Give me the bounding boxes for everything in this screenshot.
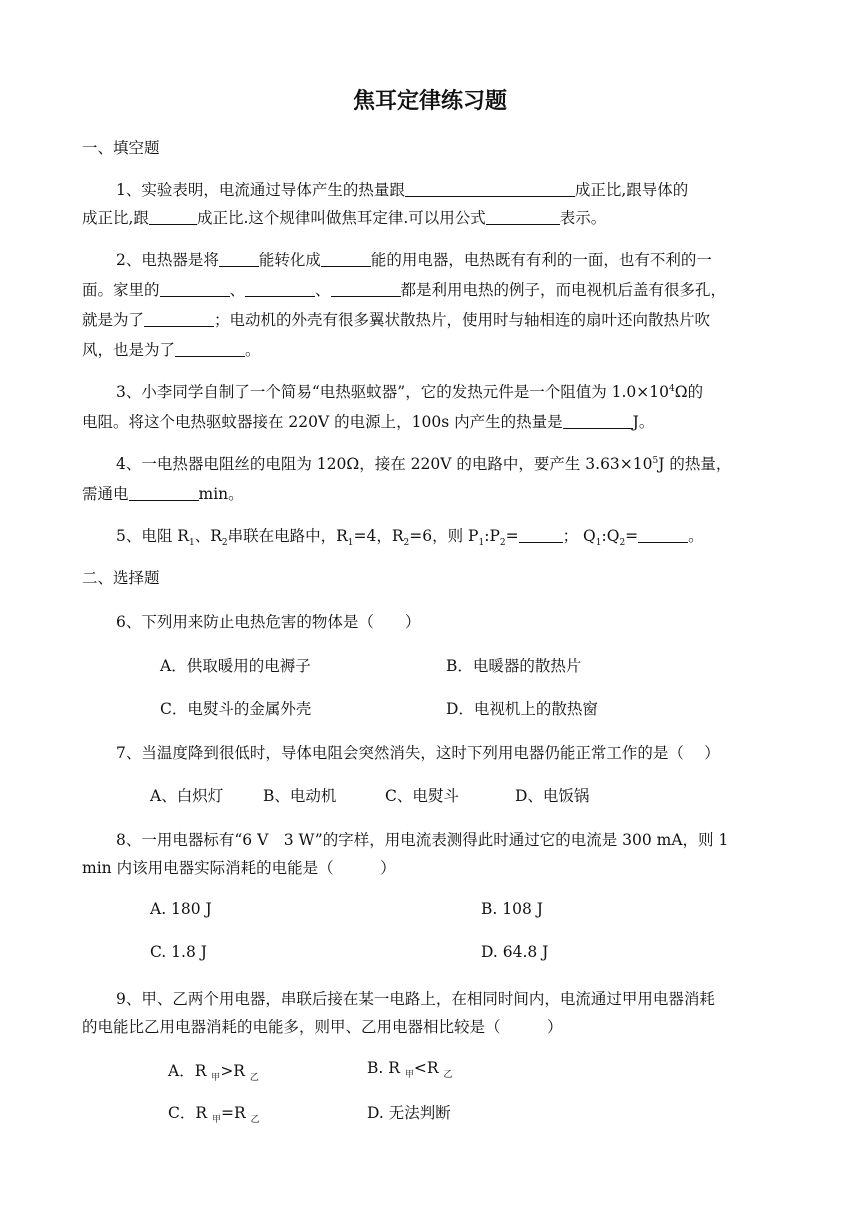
section-fill-blank: 一、填空题	[82, 139, 160, 157]
question-8-stem-line-2: min 内该用电器实际消耗的电能是（ ）	[82, 859, 396, 877]
q6-option-d: D．电视机上的散热窗	[446, 700, 598, 718]
q7-option-b: B、电动机	[263, 787, 337, 805]
question-2-line-2: 面。家里的 、 、 都是利用电热的例子，而电视机后盖有很多孔，	[82, 281, 727, 299]
question-8-stem-line-1: 8、一用电器标有“6 V 3 W”的字样，用电流表测得此时通过它的电流是 300 mA，则 1	[116, 831, 729, 849]
question-2-line-3: 就是为了 ；电动机的外壳有很多翼状散热片，使用时与轴相连的扇叶还向散热片吹	[82, 311, 711, 329]
q8-option-a: A. 180 J	[150, 900, 212, 918]
blank	[405, 181, 575, 198]
q7-option-a: A、白炽灯	[150, 787, 224, 805]
q9-option-d: D. 无法判断	[367, 1104, 451, 1122]
question-4-line-1: 4、一电热器电阻丝的电阻为 120Ω，接在 220V 的电路中，要产生 $3.63\times 10^5J$ 的热量，	[116, 455, 732, 473]
question-1-line-1: 1、实验表明，电流通过导体产生的热量跟 成正比,跟导体的	[116, 181, 689, 199]
question-3-line-1: 3、小李同学自制了一个简易“电热驱蚊器”，它的发热元件是一个阻值为 $1.0\times 10^4\Omega$的	[116, 383, 704, 401]
question-2-line-1: 2、电热器是将 能转化成 能的用电器，电热既有有利的一面，也有不利的一	[116, 251, 712, 269]
q6-option-c: C．电熨斗的金属外壳	[160, 700, 312, 718]
q9-option-c: C．R $_甲$=R $_乙$	[168, 1104, 260, 1126]
q6-option-b: B．电暖器的散热片	[446, 657, 582, 675]
question-4-line-2: 需通电 min。	[82, 485, 244, 503]
q8-option-b: B. 108 J	[481, 900, 543, 918]
question-6-stem: 6、下列用来防止电热危害的物体是（ ）	[116, 613, 421, 631]
page-title: 焦耳定律练习题	[352, 89, 507, 114]
question-9-stem-line-2: 的电能比乙用电器消耗的电能多，则甲、乙用电器相比较是（ ）	[82, 1018, 563, 1036]
q6-option-a: A．供取暖用的电褥子	[160, 657, 311, 675]
q9-option-a: A．R $_甲$>R $_乙$	[168, 1062, 259, 1084]
question-2-line-4: 风，也是为了 。	[82, 341, 261, 359]
question-5: 5、电阻 $R_1$、$R_2$串联在电路中，$R_1=4$，$R_2=6$，则 $P_1:P_2=$ ； $Q_1:Q_2=$ 。	[116, 527, 704, 549]
section-multiple-choice: 二、选择题	[82, 569, 160, 587]
question-3-line-2: 电阻。将这个电热驱蚊器接在 220V 的电源上，100s 内产生的热量是 J。	[82, 413, 655, 431]
q7-option-c: C、电熨斗	[385, 787, 459, 805]
question-9-stem-line-1: 9、甲、乙两个用电器，串联后接在某一电路上，在相同时间内，电流通过甲用电器消耗	[116, 990, 715, 1008]
blank	[149, 209, 197, 226]
q9-option-b: B. R $_甲$<R $_乙$	[367, 1059, 453, 1081]
q8-option-d: D. 64.8 J	[481, 943, 549, 961]
question-1-line-2: 成正比,跟 成正比.这个规律叫做焦耳定律.可以用公式 表示。	[82, 209, 607, 227]
question-7-stem: 7、当温度降到很低时，导体电阻会突然消失，这时下列用电器仍能正常工作的是（ ）	[116, 744, 720, 762]
q8-option-c: C. 1.8 J	[150, 943, 207, 961]
q7-option-d: D、电饭锅	[515, 787, 590, 805]
blank	[486, 209, 560, 226]
